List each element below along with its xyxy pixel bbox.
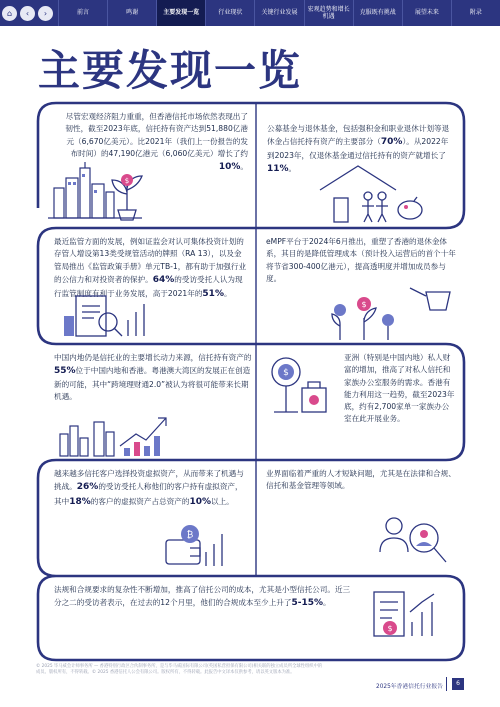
finding-virtual-assets: 越来越多信托客户选择投资虚拟资产，从而带来了机遇与挑战。26%的受访受托人称他们的客户持有虚拟资产，其中18%的客户的虚拟资产占总资产的10%以上。 [54,469,244,507]
highlight-stat: 70% [380,137,403,148]
svg-text:$: $ [361,300,367,309]
tab-macro-trends[interactable]: 宏观趋势和增长机遇 [304,0,353,26]
report-title: 2025年香港信托行业报告 [376,684,443,690]
home-icon[interactable]: ⌂ [2,6,17,21]
finding-family-offices: 亚洲（特别是中国内地）私人财富的增加，推高了对私人信托和家族办公室服务的需求。香港有能力利用这一趋势，截至2023年底，约有2,700家单一家族办公室在此开展业务。 [344,353,455,424]
svg-text:$: $ [283,368,289,378]
talent-search-icon [372,508,452,572]
svg-text:$: $ [387,624,393,633]
compliance-cost-icon [364,582,450,646]
retirement-family-icon [310,160,430,224]
finding-empf-platform: eMPF平台于2024年6月推出，重塑了香港的退休金体系，其目的是降低管理成本（预计投入运营后的首个十年将节省300-400亿港元），提高透明度并增加成员参与度。 [266,237,456,283]
finding-compliance-costs: 法规和合规要求的复杂性不断增加，推高了信托公司的成本，尤其是小型信托公司。近三分之二的受访者表示，在过去的12个月里，他们的合规成本至少上升了5-15%。 [54,585,351,609]
highlight-stat: 18% [69,496,91,507]
crypto-wallet-icon [160,522,230,572]
highlight-stat: 55% [54,366,76,377]
watering-can-coins-icon [330,282,460,342]
document-magnifier-icon [62,290,152,340]
highlight-stat: 51% [202,289,224,300]
finding-mainland-growth: 中国内地仍是信托业的主要增长动力来源，信托持有资产的55%位于中国内地和香港。粤港澳大湾区的发展正在创造新的可能，其中“跨境理财通2.0”被认为将很可能带来长期机遇。 [54,353,252,402]
private-wealth-icon [262,352,332,418]
highlight-stat: 10% [189,496,211,507]
highlight-stat: 64% [152,274,175,285]
money-plant-icon [106,170,148,222]
tab-key-developments[interactable]: 关键行业发展 [254,0,303,26]
finding-retirement-assets: 公募基金与退休基金，包括强积金和职业退休计划等退休金占信托持有资产的主要部分（70%）。从2022年到2023年，仅退休基金通过信托持有的资产就增长了11%。 [267,124,450,175]
tab-acknowledgements[interactable]: 鸣谢 [107,0,156,26]
svg-text:₿: ₿ [186,530,194,541]
highlight-stat: 26% [76,482,99,493]
tab-foreword[interactable]: 前言 [58,0,107,26]
footer-divider [446,677,447,691]
highlight-stat: 11% [267,164,289,175]
finding-talent-shortage: 业界面临着严重的人才短缺问题，尤其是在法律和合规、信托和基金管理等领域。 [266,469,456,491]
tab-outlook[interactable]: 展望未来 [402,0,451,26]
page-number: 6 [452,678,464,690]
next-icon[interactable]: › [38,6,53,21]
tab-industry-status[interactable]: 行业现状 [205,0,254,26]
svg-text:$: $ [124,177,130,185]
copyright-note: © 2025 毕马威会计师事务所 — 香港特别行政区合伙制事务所，是与毕马威国际有限公司(英国私营担保有限公司)相关联的独立成员所全球性组织中的成员。版权所有，不得转载。© 2025 香港信托人公会有限公司。版权所有，不得转载。此报告中文译本仅供参考，请以英文版本为准。 [36,664,323,676]
tab-challenges[interactable]: 克服既有挑战 [353,0,402,26]
tab-key-findings[interactable]: 主要发现一览 [156,0,205,26]
finding-market-resilience: 尽管宏观经济阻力重重，但香港信托市场依然表现出了韧性，截至2023年底，信托持有资产达到51,880亿港元（6,670亿美元）。比2021年（我们上一份报告的发布时间）的47,190亿港元（6,060亿美元）增长了约 10%。 [65,112,248,173]
highlight-stat: 5-15% [291,598,324,609]
city-growth-chart-icon [58,406,178,458]
highlight-stat: 10% [218,162,241,173]
prev-icon[interactable]: ‹ [20,6,35,21]
finding-regulatory-developments: 最近监管方面的发展，例如证监会对认可集体投资计划的存管人增设第13类受规管活动的牌照（RA 13），以及金管局推出《监管政策手册》单元TB-1，都有助于加强行业的公信力和对投资者的保护。64%的受访受托人认为现行监管制度有利于业务发展，高于2021年的51%。 [54,237,247,300]
page-title: 主要发现一览 [38,46,303,95]
tab-appendix[interactable]: 附录 [451,0,500,26]
